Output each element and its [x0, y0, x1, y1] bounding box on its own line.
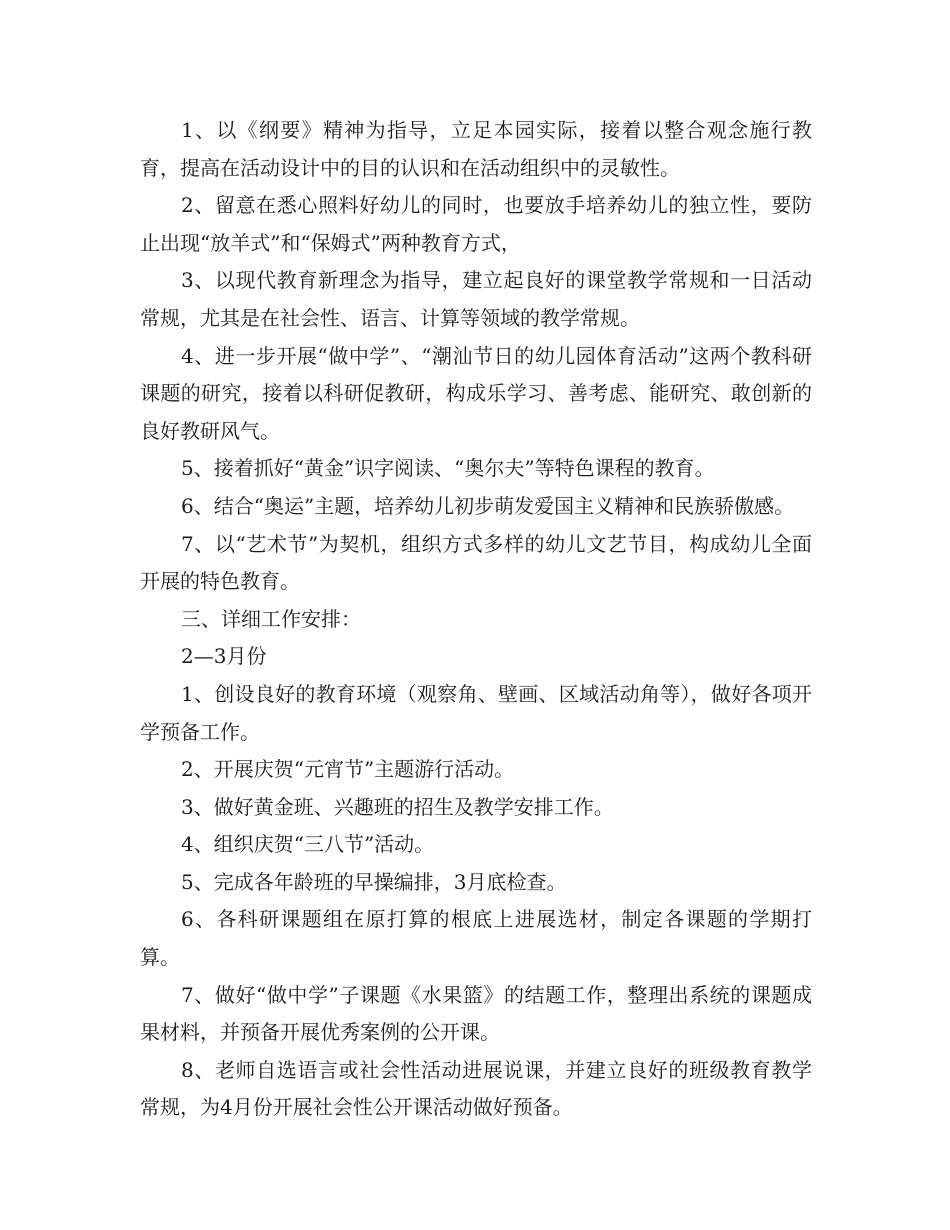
paragraph-goal-7: 7、以“艺术节”为契机，组织方式多样的幼儿文艺节目，构成幼儿全面开展的特色教育。 [140, 531, 812, 594]
section-heading: 三、详细工作安排： [181, 606, 361, 631]
paragraph-task-1: 1、创设良好的教育环境（观察角、壁画、区域活动角等），做好各项开学预备工作。 [140, 681, 812, 744]
paragraph-goal-1: 1、以《纲要》精神为指导，立足本园实际，接着以整合观念施行教育，提高在活动设计中的目的认识和在活动组织中的灵敏性。 [140, 118, 812, 180]
paragraph-task-4: 4、组织庆贺“三八节”活动。 [181, 832, 435, 857]
paragraph-task-6: 6、各科研课题组在原打算的根底上进展选材，制定各课题的学期打算。 [140, 907, 812, 970]
paragraph-goal-2: 2、留意在悉心照料好幼儿的同时，也要放手培养幼儿的独立性，要防止出现“放羊式”和“保姆式”两种教育方式， [140, 193, 812, 255]
paragraph-goal-6: 6、结合“奥运”主题，培养幼儿初步萌发爱国主义精神和民族骄傲感。 [181, 493, 795, 518]
paragraph-goal-4: 4、进一步开展“做中学”、“潮汕节日的幼儿园体育活动”这两个教科研课题的研究，接着以科研促教研，构成乐学习、善考虑、能研究、敢创新的良好教研风气。 [140, 343, 812, 443]
paragraph-goal-3: 3、以现代教育新理念为指导，建立起良好的课堂教学常规和一日活动常规，尤其是在社会性、语言、计算等领域的教学常规。 [140, 268, 812, 330]
paragraph-task-2: 2、开展庆贺“元宵节”主题游行活动。 [181, 757, 515, 782]
paragraph-task-5: 5、完成各年龄班的早操编排，3月底检查。 [181, 869, 567, 894]
paragraph-task-3: 3、做好黄金班、兴趣班的招生及教学安排工作。 [181, 794, 614, 819]
document-body [140, 112, 812, 1127]
paragraph-task-7: 7、做好“做中学”子课题《水果篮》的结题工作，整理出系统的课题成果材料，并预备开展优秀案例的公开课。 [140, 982, 812, 1045]
month-heading: 2—3月份 [181, 644, 267, 669]
paragraph-goal-5: 5、接着抓好“黄金”识字阅读、“奥尔夫”等特色课程的教育。 [181, 456, 715, 481]
paragraph-task-8: 8、老师自选语言或社会性活动进展说课，并建立良好的班级教育教学常规，为4月份开展社会性公开课活动做好预备。 [140, 1057, 812, 1120]
